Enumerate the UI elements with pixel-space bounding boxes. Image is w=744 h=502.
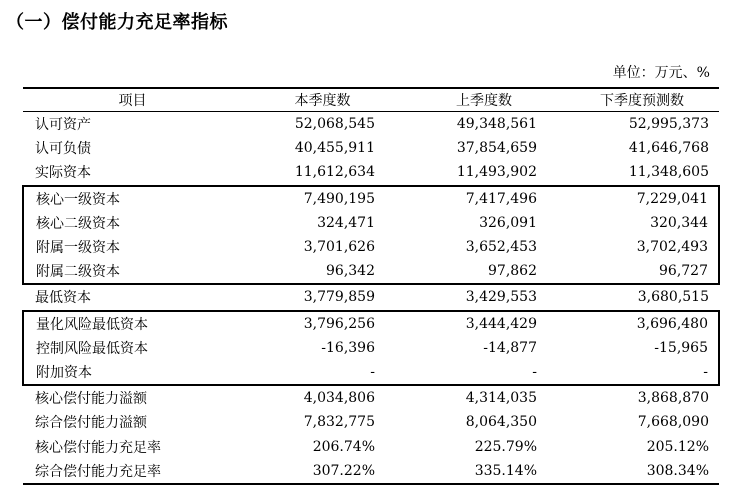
table-row <box>23 311 719 336</box>
table-row <box>23 336 719 360</box>
header-current: 本季度数 <box>242 88 403 112</box>
previous-value: 335.14% <box>403 459 565 484</box>
current-value: 206.74% <box>312 438 375 455</box>
row-label: 认可资产 <box>35 117 91 134</box>
previous-value: 3,429,553 <box>465 289 537 306</box>
row-label: 核心一级资本 <box>23 186 242 211</box>
previous-value: 7,417,496 <box>403 186 565 211</box>
current-value: 96,342 <box>242 259 403 284</box>
row-label: 附属二级资本 <box>23 259 242 284</box>
current-value: 3,779,859 <box>303 289 375 306</box>
row-label: 核心二级资本 <box>23 211 242 235</box>
table-row <box>23 136 719 160</box>
forecast-value: 308.34% <box>565 459 719 484</box>
table-row <box>23 284 719 310</box>
forecast-value: 3,696,480 <box>565 311 719 336</box>
forecast-value: 7,668,090 <box>637 414 709 431</box>
row-label: 认可负债 <box>35 141 91 158</box>
table-row <box>23 459 719 484</box>
previous-value: 49,348,561 <box>456 116 537 133</box>
table-row <box>23 211 719 235</box>
row-label: 附属一级资本 <box>23 235 242 259</box>
forecast-value: - <box>565 360 719 385</box>
solvency-table <box>22 87 720 485</box>
forecast-value: 320,344 <box>565 211 719 235</box>
previous-value: -14,877 <box>483 339 537 356</box>
row-label: 核心偿付能力充足率 <box>35 439 161 456</box>
current-value: 11,612,634 <box>294 164 375 181</box>
row-label: 量化风险最低资本 <box>23 311 242 336</box>
table-header-row <box>23 88 719 112</box>
forecast-value: 3,702,493 <box>565 235 719 259</box>
row-label: 最低资本 <box>35 290 91 307</box>
previous-value: 3,444,429 <box>403 311 565 336</box>
previous-value: 225.79% <box>474 438 537 455</box>
forecast-value: 7,229,041 <box>565 186 719 211</box>
table-row <box>23 186 719 211</box>
current-value: 3,701,626 <box>303 239 375 256</box>
row-label: 实际资本 <box>35 165 91 182</box>
table-row <box>23 160 719 185</box>
current-value: 40,455,911 <box>294 140 375 157</box>
forecast-value: 205.12% <box>646 438 709 455</box>
forecast-value: 3,680,515 <box>637 289 709 306</box>
previous-value: 11,493,902 <box>456 164 537 181</box>
header-previous: 上季度数 <box>403 88 565 112</box>
table-row <box>23 410 719 434</box>
table-row <box>23 112 719 137</box>
unit-note: 单位：万元、% <box>612 65 710 81</box>
row-label: 核心偿付能力溢额 <box>35 391 147 408</box>
current-value: 307.22% <box>242 459 403 484</box>
forecast-value: 41,646,768 <box>628 140 709 157</box>
table-row <box>23 360 719 385</box>
forecast-value: 96,727 <box>565 259 719 284</box>
row-label: 附加资本 <box>23 360 242 385</box>
previous-value: - <box>403 360 565 385</box>
row-label: 控制风险最低资本 <box>23 336 242 360</box>
previous-value: 97,862 <box>403 259 565 284</box>
previous-value: 326,091 <box>479 214 537 231</box>
forecast-value: 52,995,373 <box>628 116 709 133</box>
current-value: -16,396 <box>321 339 375 356</box>
previous-value: 37,854,659 <box>456 140 537 157</box>
page-title: （一）偿付能力充足率指标 <box>6 12 228 33</box>
current-value: 52,068,545 <box>294 116 375 133</box>
forecast-value: 11,348,605 <box>628 164 709 181</box>
row-label: 综合偿付能力充足率 <box>23 459 242 484</box>
row-label: 综合偿付能力溢额 <box>35 415 147 432</box>
current-value: - <box>242 360 403 385</box>
previous-value: 8,064,350 <box>465 414 537 431</box>
table-row <box>23 235 719 259</box>
forecast-value: -15,965 <box>565 336 719 360</box>
header-item: 项目 <box>23 88 242 112</box>
header-forecast: 下季度预测数 <box>565 88 719 112</box>
previous-value: 4,314,035 <box>465 390 537 407</box>
table-row <box>23 259 719 284</box>
current-value: 7,832,775 <box>303 414 375 431</box>
table-row <box>23 385 719 410</box>
current-value: 4,034,806 <box>303 390 375 407</box>
table-row <box>23 434 719 458</box>
current-value: 3,796,256 <box>242 311 403 336</box>
previous-value: 3,652,453 <box>465 239 537 256</box>
forecast-value: 3,868,870 <box>637 390 709 407</box>
current-value: 7,490,195 <box>242 186 403 211</box>
current-value: 324,471 <box>317 214 375 231</box>
